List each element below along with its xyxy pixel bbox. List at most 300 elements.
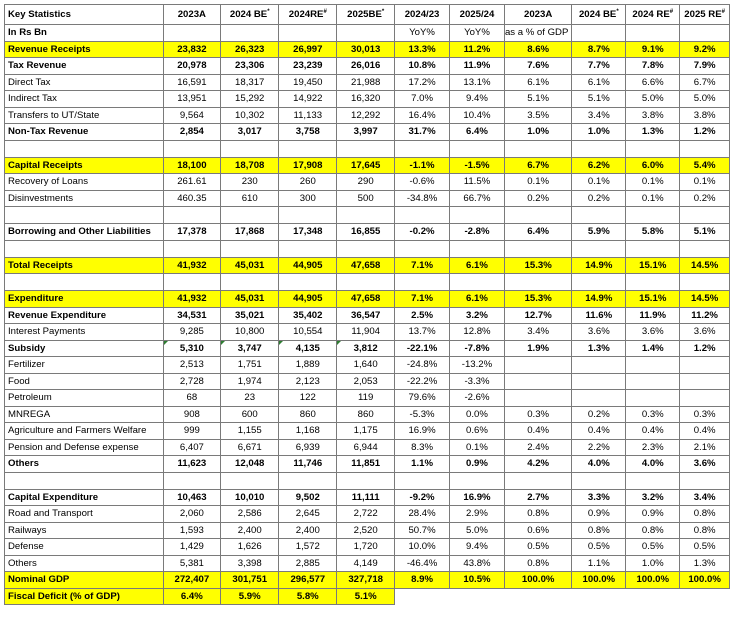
table-cell[interactable]: 10.4% bbox=[450, 107, 505, 124]
row-label[interactable]: Nominal GDP bbox=[5, 572, 164, 589]
table-cell[interactable]: 860 bbox=[337, 406, 395, 423]
table-cell[interactable]: 610 bbox=[221, 190, 279, 207]
row-label[interactable]: Others bbox=[5, 456, 164, 473]
table-cell[interactable]: 68 bbox=[163, 390, 221, 407]
row-label[interactable]: Tax Revenue bbox=[5, 58, 164, 75]
header-cell[interactable]: Key Statistics bbox=[5, 5, 164, 25]
table-cell[interactable] bbox=[680, 25, 730, 42]
table-cell[interactable]: 26,997 bbox=[279, 41, 337, 58]
row-label[interactable] bbox=[5, 240, 164, 257]
table-cell[interactable]: 30,013 bbox=[337, 41, 395, 58]
table-cell[interactable]: 0.9% bbox=[572, 506, 626, 523]
table-cell[interactable]: 0.2% bbox=[504, 190, 571, 207]
table-cell[interactable]: 0.5% bbox=[572, 539, 626, 556]
table-cell[interactable]: 16.9% bbox=[395, 423, 450, 440]
row-label[interactable]: Direct Tax bbox=[5, 74, 164, 91]
table-cell[interactable] bbox=[279, 207, 337, 224]
table-cell[interactable]: 3.8% bbox=[626, 107, 680, 124]
table-cell[interactable]: 44,905 bbox=[279, 257, 337, 274]
table-cell[interactable]: 31.7% bbox=[395, 124, 450, 141]
table-cell[interactable]: 6,939 bbox=[279, 439, 337, 456]
row-label[interactable] bbox=[5, 140, 164, 157]
table-cell[interactable]: -22.2% bbox=[395, 373, 450, 390]
table-cell[interactable]: -24.8% bbox=[395, 357, 450, 374]
table-cell[interactable]: 6.0% bbox=[626, 157, 680, 174]
row-label[interactable]: Revenue Expenditure bbox=[5, 307, 164, 324]
table-cell[interactable]: 2,060 bbox=[163, 506, 221, 523]
table-cell[interactable] bbox=[572, 207, 626, 224]
table-cell[interactable] bbox=[163, 274, 221, 291]
table-cell[interactable]: 2,123 bbox=[279, 373, 337, 390]
table-cell[interactable]: 460.35 bbox=[163, 190, 221, 207]
table-cell[interactable]: 8.3% bbox=[395, 439, 450, 456]
table-cell[interactable]: 7.1% bbox=[395, 291, 450, 308]
table-cell[interactable]: 18,100 bbox=[163, 157, 221, 174]
table-cell[interactable]: 5,310 bbox=[163, 340, 221, 357]
table-cell[interactable]: 12.8% bbox=[450, 324, 505, 341]
table-cell[interactable] bbox=[395, 274, 450, 291]
table-cell[interactable]: 18,317 bbox=[221, 74, 279, 91]
table-cell[interactable] bbox=[279, 240, 337, 257]
row-label[interactable]: Subsidy bbox=[5, 340, 164, 357]
table-cell[interactable] bbox=[279, 25, 337, 42]
header-cell[interactable]: 2025 RE# bbox=[680, 5, 730, 25]
table-cell[interactable]: 5.4% bbox=[680, 157, 730, 174]
table-cell[interactable]: 2.4% bbox=[504, 439, 571, 456]
table-cell[interactable]: 11.9% bbox=[450, 58, 505, 75]
table-cell[interactable]: 500 bbox=[337, 190, 395, 207]
row-label[interactable]: MNREGA bbox=[5, 406, 164, 423]
table-cell[interactable] bbox=[163, 140, 221, 157]
row-label[interactable]: Railways bbox=[5, 522, 164, 539]
header-cell[interactable]: 2023A bbox=[163, 5, 221, 25]
table-cell[interactable]: 0.4% bbox=[626, 423, 680, 440]
table-cell[interactable] bbox=[572, 588, 626, 605]
table-cell[interactable] bbox=[221, 140, 279, 157]
table-cell[interactable]: 11.9% bbox=[626, 307, 680, 324]
row-label[interactable]: Expenditure bbox=[5, 291, 164, 308]
table-cell[interactable]: 47,658 bbox=[337, 291, 395, 308]
yoy-label[interactable]: YoY% bbox=[450, 25, 505, 42]
row-label[interactable] bbox=[5, 274, 164, 291]
table-cell[interactable]: 28.4% bbox=[395, 506, 450, 523]
table-cell[interactable]: 6.1% bbox=[572, 74, 626, 91]
table-cell[interactable]: 1.2% bbox=[680, 124, 730, 141]
table-cell[interactable]: 2,520 bbox=[337, 522, 395, 539]
row-label[interactable]: Food bbox=[5, 373, 164, 390]
table-cell[interactable] bbox=[279, 140, 337, 157]
table-cell[interactable]: 36,547 bbox=[337, 307, 395, 324]
table-cell[interactable]: 6.4% bbox=[163, 588, 221, 605]
table-cell[interactable] bbox=[504, 373, 571, 390]
header-cell[interactable]: 2024/23 bbox=[395, 5, 450, 25]
table-cell[interactable] bbox=[680, 240, 730, 257]
table-cell[interactable]: 50.7% bbox=[395, 522, 450, 539]
table-cell[interactable]: 20,978 bbox=[163, 58, 221, 75]
table-cell[interactable]: 0.6% bbox=[450, 423, 505, 440]
table-cell[interactable]: 2.9% bbox=[450, 506, 505, 523]
table-cell[interactable]: 8.6% bbox=[504, 41, 571, 58]
table-cell[interactable]: 122 bbox=[279, 390, 337, 407]
table-cell[interactable]: 15.1% bbox=[626, 291, 680, 308]
table-cell[interactable]: 10.5% bbox=[450, 572, 505, 589]
table-cell[interactable]: 17,868 bbox=[221, 224, 279, 241]
table-cell[interactable]: 6,671 bbox=[221, 439, 279, 456]
table-cell[interactable]: 0.1% bbox=[626, 174, 680, 191]
table-cell[interactable]: 0.2% bbox=[572, 190, 626, 207]
table-cell[interactable]: 230 bbox=[221, 174, 279, 191]
table-cell[interactable] bbox=[337, 140, 395, 157]
table-cell[interactable]: 11.6% bbox=[572, 307, 626, 324]
table-cell[interactable]: 6,407 bbox=[163, 439, 221, 456]
gdp-share-label[interactable]: as a % of GDP bbox=[504, 25, 571, 42]
table-cell[interactable] bbox=[395, 240, 450, 257]
table-cell[interactable]: 16.4% bbox=[395, 107, 450, 124]
table-cell[interactable]: 17,645 bbox=[337, 157, 395, 174]
table-cell[interactable]: 300 bbox=[279, 190, 337, 207]
table-cell[interactable]: 3.6% bbox=[572, 324, 626, 341]
table-cell[interactable]: 9.4% bbox=[450, 539, 505, 556]
table-cell[interactable]: 5.8% bbox=[279, 588, 337, 605]
table-cell[interactable]: 5.8% bbox=[626, 224, 680, 241]
table-cell[interactable]: 6.1% bbox=[450, 257, 505, 274]
table-cell[interactable] bbox=[395, 140, 450, 157]
table-cell[interactable]: 11,746 bbox=[279, 456, 337, 473]
table-cell[interactable]: -22.1% bbox=[395, 340, 450, 357]
table-cell[interactable]: 2.5% bbox=[395, 307, 450, 324]
table-cell[interactable]: 9,564 bbox=[163, 107, 221, 124]
yoy-label[interactable]: YoY% bbox=[395, 25, 450, 42]
table-cell[interactable]: 14.5% bbox=[680, 291, 730, 308]
table-cell[interactable]: 1.0% bbox=[626, 555, 680, 572]
table-cell[interactable]: 1.1% bbox=[572, 555, 626, 572]
table-cell[interactable] bbox=[504, 390, 571, 407]
table-cell[interactable]: 23 bbox=[221, 390, 279, 407]
table-cell[interactable]: -9.2% bbox=[395, 489, 450, 506]
table-cell[interactable]: 1.3% bbox=[680, 555, 730, 572]
table-cell[interactable]: 0.5% bbox=[626, 539, 680, 556]
row-label[interactable]: Road and Transport bbox=[5, 506, 164, 523]
table-cell[interactable] bbox=[504, 472, 571, 489]
header-cell[interactable]: 2025/24 bbox=[450, 5, 505, 25]
table-cell[interactable] bbox=[395, 472, 450, 489]
table-cell[interactable]: 1,168 bbox=[279, 423, 337, 440]
table-cell[interactable]: 5.0% bbox=[450, 522, 505, 539]
header-cell[interactable]: 2024 BE* bbox=[572, 5, 626, 25]
table-cell[interactable]: -46.4% bbox=[395, 555, 450, 572]
table-cell[interactable] bbox=[572, 472, 626, 489]
table-cell[interactable] bbox=[680, 472, 730, 489]
table-cell[interactable]: 327,718 bbox=[337, 572, 395, 589]
table-cell[interactable]: 16,591 bbox=[163, 74, 221, 91]
table-cell[interactable]: 13.3% bbox=[395, 41, 450, 58]
row-label[interactable]: Revenue Receipts bbox=[5, 41, 164, 58]
row-label[interactable]: Fiscal Deficit (% of GDP) bbox=[5, 588, 164, 605]
table-cell[interactable] bbox=[163, 207, 221, 224]
table-cell[interactable] bbox=[680, 390, 730, 407]
table-cell[interactable] bbox=[626, 588, 680, 605]
table-cell[interactable] bbox=[626, 240, 680, 257]
table-cell[interactable]: 908 bbox=[163, 406, 221, 423]
table-cell[interactable]: 1.3% bbox=[626, 124, 680, 141]
table-cell[interactable]: 3.2% bbox=[450, 307, 505, 324]
table-cell[interactable]: 44,905 bbox=[279, 291, 337, 308]
table-cell[interactable]: 0.6% bbox=[504, 522, 571, 539]
table-cell[interactable]: 6.7% bbox=[680, 74, 730, 91]
header-cell[interactable]: 2023A bbox=[504, 5, 571, 25]
table-cell[interactable]: 2.7% bbox=[504, 489, 571, 506]
table-cell[interactable]: 0.3% bbox=[680, 406, 730, 423]
row-label[interactable]: Disinvestments bbox=[5, 190, 164, 207]
header-cell[interactable]: 2024RE# bbox=[279, 5, 337, 25]
table-cell[interactable]: 3,758 bbox=[279, 124, 337, 141]
table-cell[interactable]: 16,320 bbox=[337, 91, 395, 108]
table-cell[interactable] bbox=[572, 357, 626, 374]
table-cell[interactable] bbox=[572, 390, 626, 407]
table-cell[interactable]: 4.2% bbox=[504, 456, 571, 473]
table-cell[interactable]: 296,577 bbox=[279, 572, 337, 589]
table-cell[interactable]: 45,031 bbox=[221, 291, 279, 308]
table-cell[interactable]: 13.7% bbox=[395, 324, 450, 341]
table-cell[interactable]: 5.1% bbox=[680, 224, 730, 241]
table-cell[interactable]: 3.4% bbox=[572, 107, 626, 124]
table-cell[interactable]: 14.9% bbox=[572, 257, 626, 274]
table-cell[interactable]: 17,908 bbox=[279, 157, 337, 174]
table-cell[interactable]: 100.0% bbox=[680, 572, 730, 589]
table-cell[interactable]: 10.0% bbox=[395, 539, 450, 556]
table-cell[interactable]: 10,010 bbox=[221, 489, 279, 506]
table-cell[interactable] bbox=[680, 357, 730, 374]
table-cell[interactable]: 1,889 bbox=[279, 357, 337, 374]
table-cell[interactable] bbox=[450, 240, 505, 257]
table-cell[interactable]: 7.6% bbox=[504, 58, 571, 75]
table-cell[interactable]: 11,851 bbox=[337, 456, 395, 473]
table-cell[interactable] bbox=[680, 373, 730, 390]
table-cell[interactable]: 11.2% bbox=[450, 41, 505, 58]
table-cell[interactable]: 2,400 bbox=[279, 522, 337, 539]
table-cell[interactable]: 12,292 bbox=[337, 107, 395, 124]
row-label[interactable] bbox=[5, 207, 164, 224]
table-cell[interactable]: 17.2% bbox=[395, 74, 450, 91]
table-cell[interactable]: 15,292 bbox=[221, 91, 279, 108]
table-cell[interactable]: 600 bbox=[221, 406, 279, 423]
table-cell[interactable]: 6.1% bbox=[450, 291, 505, 308]
table-cell[interactable]: 3.5% bbox=[504, 107, 571, 124]
table-cell[interactable]: 0.9% bbox=[450, 456, 505, 473]
table-cell[interactable]: 16,855 bbox=[337, 224, 395, 241]
table-cell[interactable]: 3.6% bbox=[626, 324, 680, 341]
table-cell[interactable] bbox=[572, 373, 626, 390]
row-label[interactable] bbox=[5, 472, 164, 489]
table-cell[interactable] bbox=[680, 140, 730, 157]
table-cell[interactable]: 11,904 bbox=[337, 324, 395, 341]
table-cell[interactable]: 18,708 bbox=[221, 157, 279, 174]
table-cell[interactable]: 9.1% bbox=[626, 41, 680, 58]
table-cell[interactable]: 3.6% bbox=[680, 324, 730, 341]
unit-label[interactable]: In Rs Bn bbox=[5, 25, 164, 42]
table-cell[interactable] bbox=[337, 207, 395, 224]
table-cell[interactable]: 6.4% bbox=[450, 124, 505, 141]
table-cell[interactable]: 66.7% bbox=[450, 190, 505, 207]
table-cell[interactable] bbox=[504, 274, 571, 291]
table-cell[interactable]: 0.9% bbox=[626, 506, 680, 523]
table-cell[interactable]: 16.9% bbox=[450, 489, 505, 506]
table-cell[interactable]: 23,239 bbox=[279, 58, 337, 75]
table-cell[interactable]: 10,554 bbox=[279, 324, 337, 341]
table-cell[interactable]: 0.3% bbox=[504, 406, 571, 423]
table-cell[interactable]: 999 bbox=[163, 423, 221, 440]
table-cell[interactable]: 9,285 bbox=[163, 324, 221, 341]
table-cell[interactable]: 11,623 bbox=[163, 456, 221, 473]
table-cell[interactable]: 11,133 bbox=[279, 107, 337, 124]
row-label[interactable]: Others bbox=[5, 555, 164, 572]
table-cell[interactable]: 1,155 bbox=[221, 423, 279, 440]
table-cell[interactable]: 2.1% bbox=[680, 439, 730, 456]
table-cell[interactable] bbox=[163, 472, 221, 489]
table-cell[interactable]: 260 bbox=[279, 174, 337, 191]
table-cell[interactable]: 3,747 bbox=[221, 340, 279, 357]
table-cell[interactable]: 2.3% bbox=[626, 439, 680, 456]
table-cell[interactable] bbox=[450, 207, 505, 224]
table-cell[interactable]: 5.9% bbox=[572, 224, 626, 241]
table-cell[interactable]: 119 bbox=[337, 390, 395, 407]
table-cell[interactable] bbox=[626, 373, 680, 390]
table-cell[interactable]: 15.3% bbox=[504, 291, 571, 308]
table-cell[interactable]: 7.8% bbox=[626, 58, 680, 75]
table-cell[interactable]: 1,974 bbox=[221, 373, 279, 390]
table-cell[interactable]: 5.9% bbox=[221, 588, 279, 605]
table-cell[interactable]: 11.2% bbox=[680, 307, 730, 324]
table-cell[interactable]: 6.7% bbox=[504, 157, 571, 174]
table-cell[interactable]: 4,149 bbox=[337, 555, 395, 572]
table-cell[interactable]: 2,513 bbox=[163, 357, 221, 374]
table-cell[interactable]: 0.8% bbox=[504, 555, 571, 572]
table-cell[interactable]: 100.0% bbox=[572, 572, 626, 589]
table-cell[interactable]: 34,531 bbox=[163, 307, 221, 324]
table-cell[interactable]: 2,400 bbox=[221, 522, 279, 539]
table-cell[interactable]: 8.9% bbox=[395, 572, 450, 589]
table-cell[interactable] bbox=[221, 472, 279, 489]
table-cell[interactable]: 35,402 bbox=[279, 307, 337, 324]
table-cell[interactable]: 2,053 bbox=[337, 373, 395, 390]
table-cell[interactable]: 0.2% bbox=[680, 190, 730, 207]
table-cell[interactable] bbox=[163, 25, 221, 42]
table-cell[interactable]: 1,572 bbox=[279, 539, 337, 556]
table-cell[interactable]: 290 bbox=[337, 174, 395, 191]
table-cell[interactable]: 0.4% bbox=[680, 423, 730, 440]
row-label[interactable]: Petroleum bbox=[5, 390, 164, 407]
table-cell[interactable]: 0.4% bbox=[572, 423, 626, 440]
table-cell[interactable]: 1,626 bbox=[221, 539, 279, 556]
table-cell[interactable]: 26,323 bbox=[221, 41, 279, 58]
table-cell[interactable]: 3,997 bbox=[337, 124, 395, 141]
table-cell[interactable]: 11.5% bbox=[450, 174, 505, 191]
table-cell[interactable] bbox=[337, 274, 395, 291]
table-cell[interactable] bbox=[337, 240, 395, 257]
table-cell[interactable] bbox=[504, 140, 571, 157]
table-cell[interactable]: 13,951 bbox=[163, 91, 221, 108]
table-cell[interactable]: -5.3% bbox=[395, 406, 450, 423]
table-cell[interactable]: 35,021 bbox=[221, 307, 279, 324]
table-cell[interactable] bbox=[395, 588, 450, 605]
table-cell[interactable]: 12.7% bbox=[504, 307, 571, 324]
table-cell[interactable]: 14.9% bbox=[572, 291, 626, 308]
table-cell[interactable] bbox=[450, 274, 505, 291]
table-cell[interactable]: 0.8% bbox=[680, 522, 730, 539]
table-cell[interactable]: 1.1% bbox=[395, 456, 450, 473]
table-cell[interactable]: 3.8% bbox=[680, 107, 730, 124]
table-cell[interactable]: 1,720 bbox=[337, 539, 395, 556]
table-cell[interactable]: 15.1% bbox=[626, 257, 680, 274]
table-cell[interactable]: 3.2% bbox=[626, 489, 680, 506]
table-cell[interactable]: 2,586 bbox=[221, 506, 279, 523]
table-cell[interactable]: 2,645 bbox=[279, 506, 337, 523]
header-cell[interactable]: 2024 BE* bbox=[221, 5, 279, 25]
table-cell[interactable]: 7.7% bbox=[572, 58, 626, 75]
table-cell[interactable]: 3.4% bbox=[504, 324, 571, 341]
table-cell[interactable]: 0.1% bbox=[572, 174, 626, 191]
row-label[interactable]: Total Receipts bbox=[5, 257, 164, 274]
table-cell[interactable]: 860 bbox=[279, 406, 337, 423]
table-cell[interactable] bbox=[221, 240, 279, 257]
table-cell[interactable]: 1.9% bbox=[504, 340, 571, 357]
table-cell[interactable] bbox=[450, 472, 505, 489]
row-label[interactable]: Capital Receipts bbox=[5, 157, 164, 174]
table-cell[interactable]: 1.0% bbox=[504, 124, 571, 141]
table-cell[interactable]: 6.2% bbox=[572, 157, 626, 174]
row-label[interactable]: Fertilizer bbox=[5, 357, 164, 374]
table-cell[interactable]: 3.4% bbox=[680, 489, 730, 506]
row-label[interactable]: Borrowing and Other Liabilities bbox=[5, 224, 164, 241]
table-cell[interactable] bbox=[221, 207, 279, 224]
table-cell[interactable]: 5.0% bbox=[626, 91, 680, 108]
row-label[interactable]: Interest Payments bbox=[5, 324, 164, 341]
table-cell[interactable]: 9.2% bbox=[680, 41, 730, 58]
table-cell[interactable] bbox=[163, 240, 221, 257]
table-cell[interactable]: 2,728 bbox=[163, 373, 221, 390]
table-cell[interactable]: 1,175 bbox=[337, 423, 395, 440]
table-cell[interactable]: 5.1% bbox=[572, 91, 626, 108]
table-cell[interactable]: 19,450 bbox=[279, 74, 337, 91]
table-cell[interactable] bbox=[626, 357, 680, 374]
row-label[interactable]: Pension and Defense expense bbox=[5, 439, 164, 456]
table-cell[interactable]: 15.3% bbox=[504, 257, 571, 274]
table-cell[interactable]: 0.1% bbox=[450, 439, 505, 456]
table-cell[interactable]: 45,031 bbox=[221, 257, 279, 274]
table-cell[interactable]: 12,048 bbox=[221, 456, 279, 473]
table-cell[interactable]: 0.3% bbox=[626, 406, 680, 423]
table-cell[interactable]: 0.5% bbox=[680, 539, 730, 556]
table-cell[interactable] bbox=[337, 472, 395, 489]
table-cell[interactable]: 23,306 bbox=[221, 58, 279, 75]
table-cell[interactable]: -2.8% bbox=[450, 224, 505, 241]
table-cell[interactable]: 11,111 bbox=[337, 489, 395, 506]
table-cell[interactable]: 0.0% bbox=[450, 406, 505, 423]
table-cell[interactable] bbox=[450, 588, 505, 605]
header-cell[interactable]: 2024 RE# bbox=[626, 5, 680, 25]
table-cell[interactable]: -3.3% bbox=[450, 373, 505, 390]
table-cell[interactable]: 0.1% bbox=[626, 190, 680, 207]
table-cell[interactable]: 301,751 bbox=[221, 572, 279, 589]
row-label[interactable]: Transfers to UT/State bbox=[5, 107, 164, 124]
table-cell[interactable]: 6,944 bbox=[337, 439, 395, 456]
table-cell[interactable] bbox=[279, 274, 337, 291]
table-cell[interactable] bbox=[626, 140, 680, 157]
table-cell[interactable] bbox=[626, 25, 680, 42]
table-cell[interactable]: 0.4% bbox=[504, 423, 571, 440]
table-cell[interactable] bbox=[221, 274, 279, 291]
table-cell[interactable] bbox=[680, 207, 730, 224]
